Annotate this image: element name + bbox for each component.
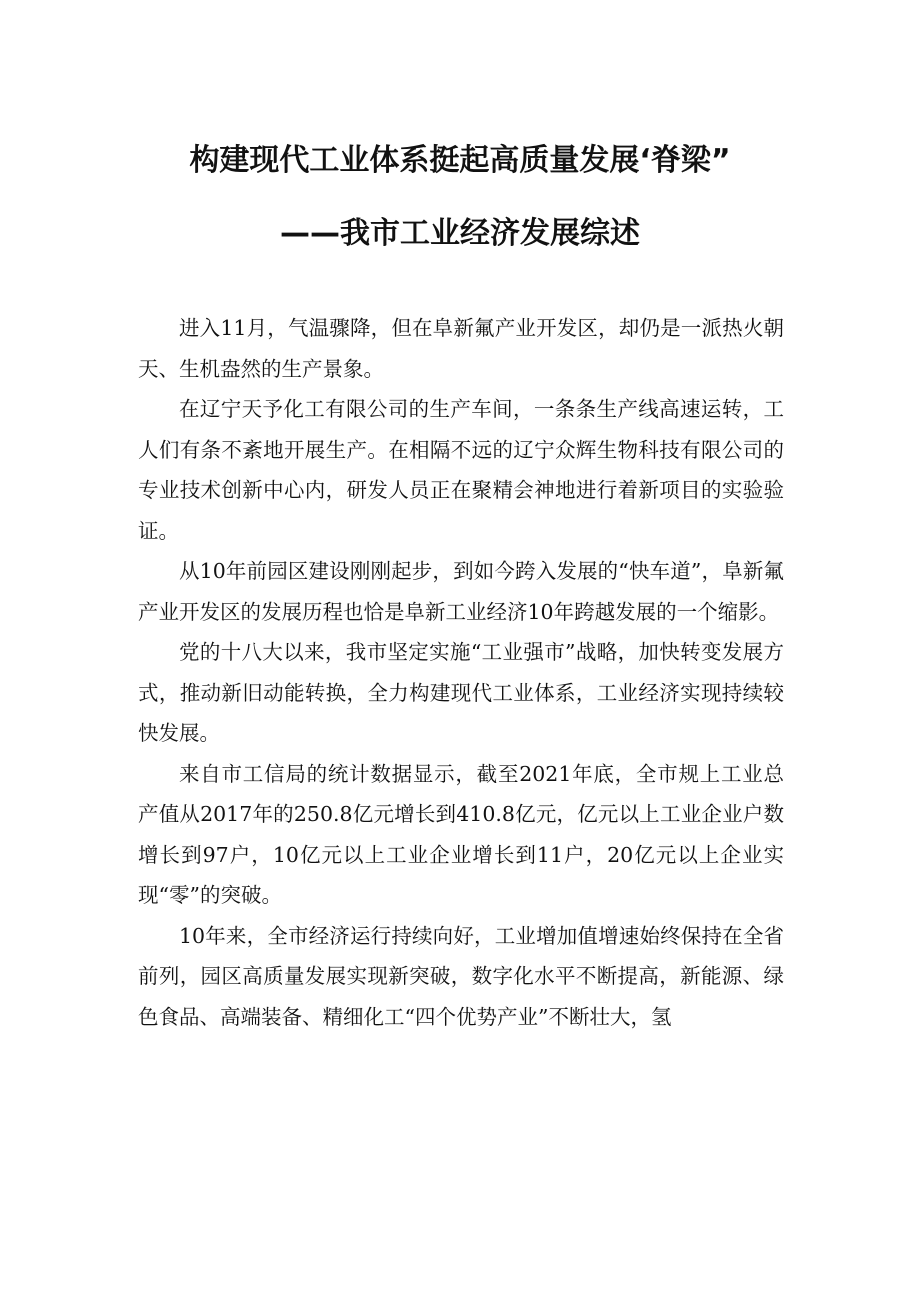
paragraph-2: 在辽宁天予化工有限公司的生产车间，一条条生产线高速运转，工人们有条不紊地开展生产。在相隔不远的辽宁众辉生物科技有限公司的专业技术创新中心内，研发人员正在聚精会神地进行着新项目的实验验证。 — [138, 397, 784, 543]
paragraph-4: 党的十八大以来，我市坚定实施“工业强市”战略，加快转变发展方式，推动新旧动能转换，全力构建现代工业体系，工业经济实现持续较快发展。 — [138, 640, 784, 745]
paragraph-1: 进入11月，气温骤降，但在阜新氟产业开发区，却仍是一派热火朝天、生机盎然的生产景象。 — [138, 316, 784, 381]
paragraph-5: 来自市工信局的统计数据显示，截至2021年底，全市规上工业总产值从2017年的250.8亿元增长到410.8亿元，亿元以上工业企业户数增长到97户，10亿元以上工业企业增长到11户，20亿元以上企业实现“零”的突破。 — [138, 761, 784, 907]
document-subtitle: ——我市工业经济发展综述 — [280, 216, 640, 251]
paragraph-3: 从10年前园区建设刚刚起步，到如今跨入发展的“快车道”，阜新氟产业开发区的发展历程也恰是阜新工业经济10年跨越发展的一个缩影。 — [138, 559, 784, 624]
paragraph-6: 10年来，全市经济运行持续向好，工业增加值增速始终保持在全省前列，园区高质量发展实现新突破，数字化水平不断提高，新能源、绿色食品、高端装备、精细化工“四个优势产业”不断壮大，氢 — [138, 923, 784, 1029]
document-title: 构建现代工业体系挺起高质量发展‘脊梁” — [189, 143, 731, 178]
document-body — [138, 308, 784, 1037]
